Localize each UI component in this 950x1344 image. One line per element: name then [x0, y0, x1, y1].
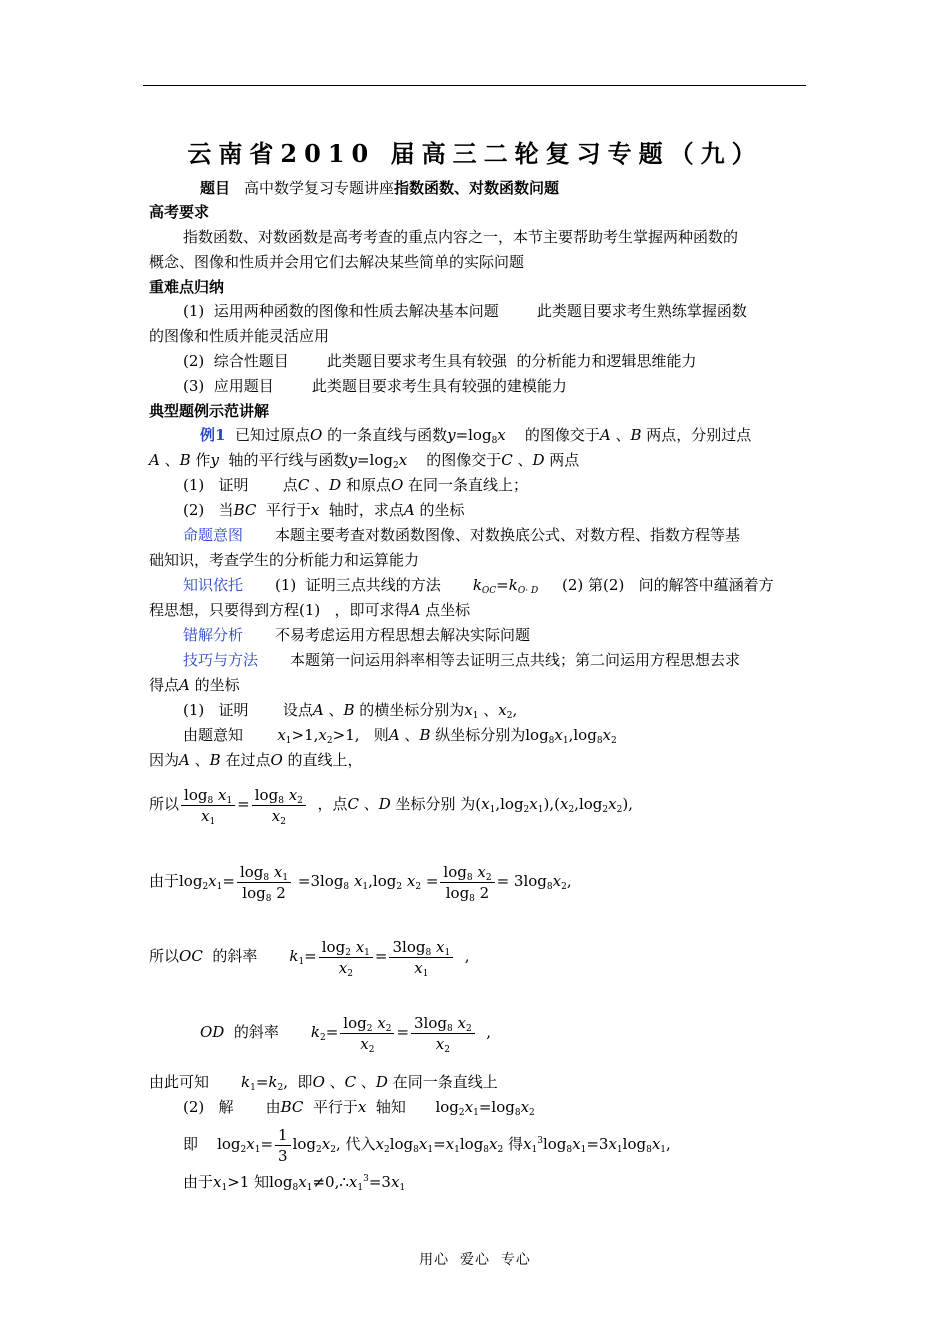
solution-line-1: (2) 解 由BC 平行于x 轴知 $\log_2x_1=\log_8x_2$ — [183, 1098, 535, 1118]
method-line-1: 技巧与方法 本题第一问运用斜率相等去证明三点共线；第二问运用方程思想去求 — [183, 651, 741, 669]
solution-line-3: 由于$x_1>1$ 知$\log_8x_1\ne 0,\therefore x_1^3=3x_1$ — [183, 1173, 406, 1193]
example-q2: (2) 当BC 平行于x 轴时，求点A 的坐标 — [183, 501, 465, 519]
fraction: $\frac{3\log_8 x_2}{x_2}$ — [411, 1013, 475, 1054]
conclusion-line: 由此可知 $k_1=k_2$, 即O 、C 、D 在同一条直线上 — [149, 1073, 498, 1093]
solution-line-2: 即 $\log_2x_1=$ $\frac{1}{3}$ $\log_2x_2$, 代入$x_2\log_8x_1=x_1\log_8x_2$ 得$x_1^3\log_8x_1=3x_1\log_8x_1$, — [183, 1125, 671, 1165]
page-title: 云南省2010 届高三二轮复习专题（九） — [187, 139, 763, 168]
nandian-item-1a: (1) 运用两种函数的图像和性质去解决基本问题 此类题目要求考生熟练掌握函数 — [183, 302, 747, 320]
page-footer: 用心 爱心 专心 — [419, 1252, 531, 1268]
section-nandian: 重难点归纳 — [149, 278, 225, 296]
formula-3: 所以OC 的斜率 $k_1=$ $\frac{\log_2 x_1}{x_2}$ = $\frac{3\log_8 x_1}{x_1}$ , — [149, 937, 470, 979]
gaokao-line-1: 指数函数、对数函数是高考考查的重点内容之一，本节主要帮助考生掌握两种函数的 — [183, 228, 739, 246]
topic-bold: 指数函数、对数函数问题 — [394, 179, 560, 197]
gaokao-line-2: 概念、图像和性质并会用它们去解决某些简单的实际问题 — [149, 253, 525, 271]
nandian-item-1b: 的图像和性质并能灵活应用 — [149, 327, 330, 345]
proof-line-2: 由题意知 $x_1>1,x_2>1$, 则A 、B 纵坐标分别为$\log_8x_1,\log_8x_2$ — [183, 726, 617, 746]
method-label: 技巧与方法 — [183, 651, 259, 669]
formula-2: 由于$\log_2x_1=$ $\frac{\log_8 x_1}{\log_8 2}$ $=3\log_8$ $x_1,\log_2$ $x_2$ = $\frac{\log_8 x_2}{\log_8 2}$ = $3\log_8x_2$, — [149, 862, 572, 904]
formula-4: OD 的斜率 $k_2=$ $\frac{\log_2 x_2}{x_2}$ = $\frac{3\log_8 x_2}{x_2}$ , — [200, 1013, 492, 1055]
topic-prefix: 高中数学复习专题讲座 — [244, 179, 395, 197]
fraction: $\frac{\log_8 x_2}{x_2}$ — [252, 785, 306, 826]
example-line-2: A 、B 作y 轴的平行线与函数$y=\log_2x$ 的图像交于C 、D 两点 — [149, 451, 580, 471]
topic-label: 题目 — [200, 179, 231, 197]
formula-1: 所以 $\frac{\log_8 x_1}{x_1}$ = $\frac{\log_8 x_2}{x_2}$ ，点C 、D 坐标分别 为$(x_1,\log_2x_1),(x_2,\log_2x_2)$, — [149, 785, 633, 827]
error-label: 错解分析 — [183, 626, 244, 644]
proof-line-1: (1) 证明 设点A 、B 的横坐标分别为$x_1$ 、$x_2$, — [183, 701, 518, 721]
error-line: 错解分析 不易考虑运用方程思想去解决实际问题 — [183, 626, 531, 644]
basis-line-2: 程思想，只要得到方程(1) ，即可求得A 点坐标 — [149, 601, 471, 619]
header-rule — [143, 85, 806, 86]
proof-line-3: 因为A 、B 在过点O 的直线上， — [149, 751, 363, 769]
intent-line-2: 础知识，考查学生的分析能力和运算能力 — [149, 551, 420, 569]
example-label: 例1 — [200, 426, 226, 444]
example-q1: (1) 证明 点C 、D 和原点O 在同一条直线上； — [183, 476, 529, 494]
fraction: $\frac{\log_8 x_1}{x_1}$ — [181, 785, 235, 826]
section-dianxing: 典型题例示范讲解 — [149, 402, 270, 420]
fraction: $\frac{\log_2 x_1}{x_2}$ — [319, 937, 373, 978]
fraction: $\frac{\log_8 x_1}{\log_8 2}$ — [237, 862, 291, 903]
method-line-2: 得点A 的坐标 — [149, 676, 240, 694]
basis-line-1: 知识依托 (1) 证明三点共线的方法 $k_{OC}=k_{O\cdot D}$ (2) 第(2) 问的解答中蕴涵着方 — [183, 576, 774, 596]
fraction: $\frac{3\log_8 x_1}{x_1}$ — [389, 937, 453, 978]
fraction: $\frac{\log_8 x_2}{\log_8 2}$ — [440, 862, 494, 903]
intent-line-1: 命题意图 本题主要考查对数函数图像、对数换底公式、对数方程、指数方程等基 — [183, 526, 741, 544]
basis-label: 知识依托 — [183, 576, 244, 594]
example-line-1: 例1 已知过原点O 的一条直线与函数$y=\log_8x$ 的图像交于A 、B 两点，分别过点 — [200, 426, 752, 446]
topic-line — [200, 179, 559, 197]
nandian-item-3: (3) 应用题目 此类题目要求考生具有较强的建模能力 — [183, 377, 567, 395]
fraction: $\frac{1}{3}$ — [275, 1125, 291, 1166]
fraction: $\frac{\log_2 x_2}{x_2}$ — [340, 1013, 394, 1054]
intent-label: 命题意图 — [183, 526, 244, 544]
section-gaokao: 高考要求 — [149, 203, 210, 221]
nandian-item-2: (2) 综合性题目 此类题目要求考生具有较强 的分析能力和逻辑思维能力 — [183, 352, 697, 370]
